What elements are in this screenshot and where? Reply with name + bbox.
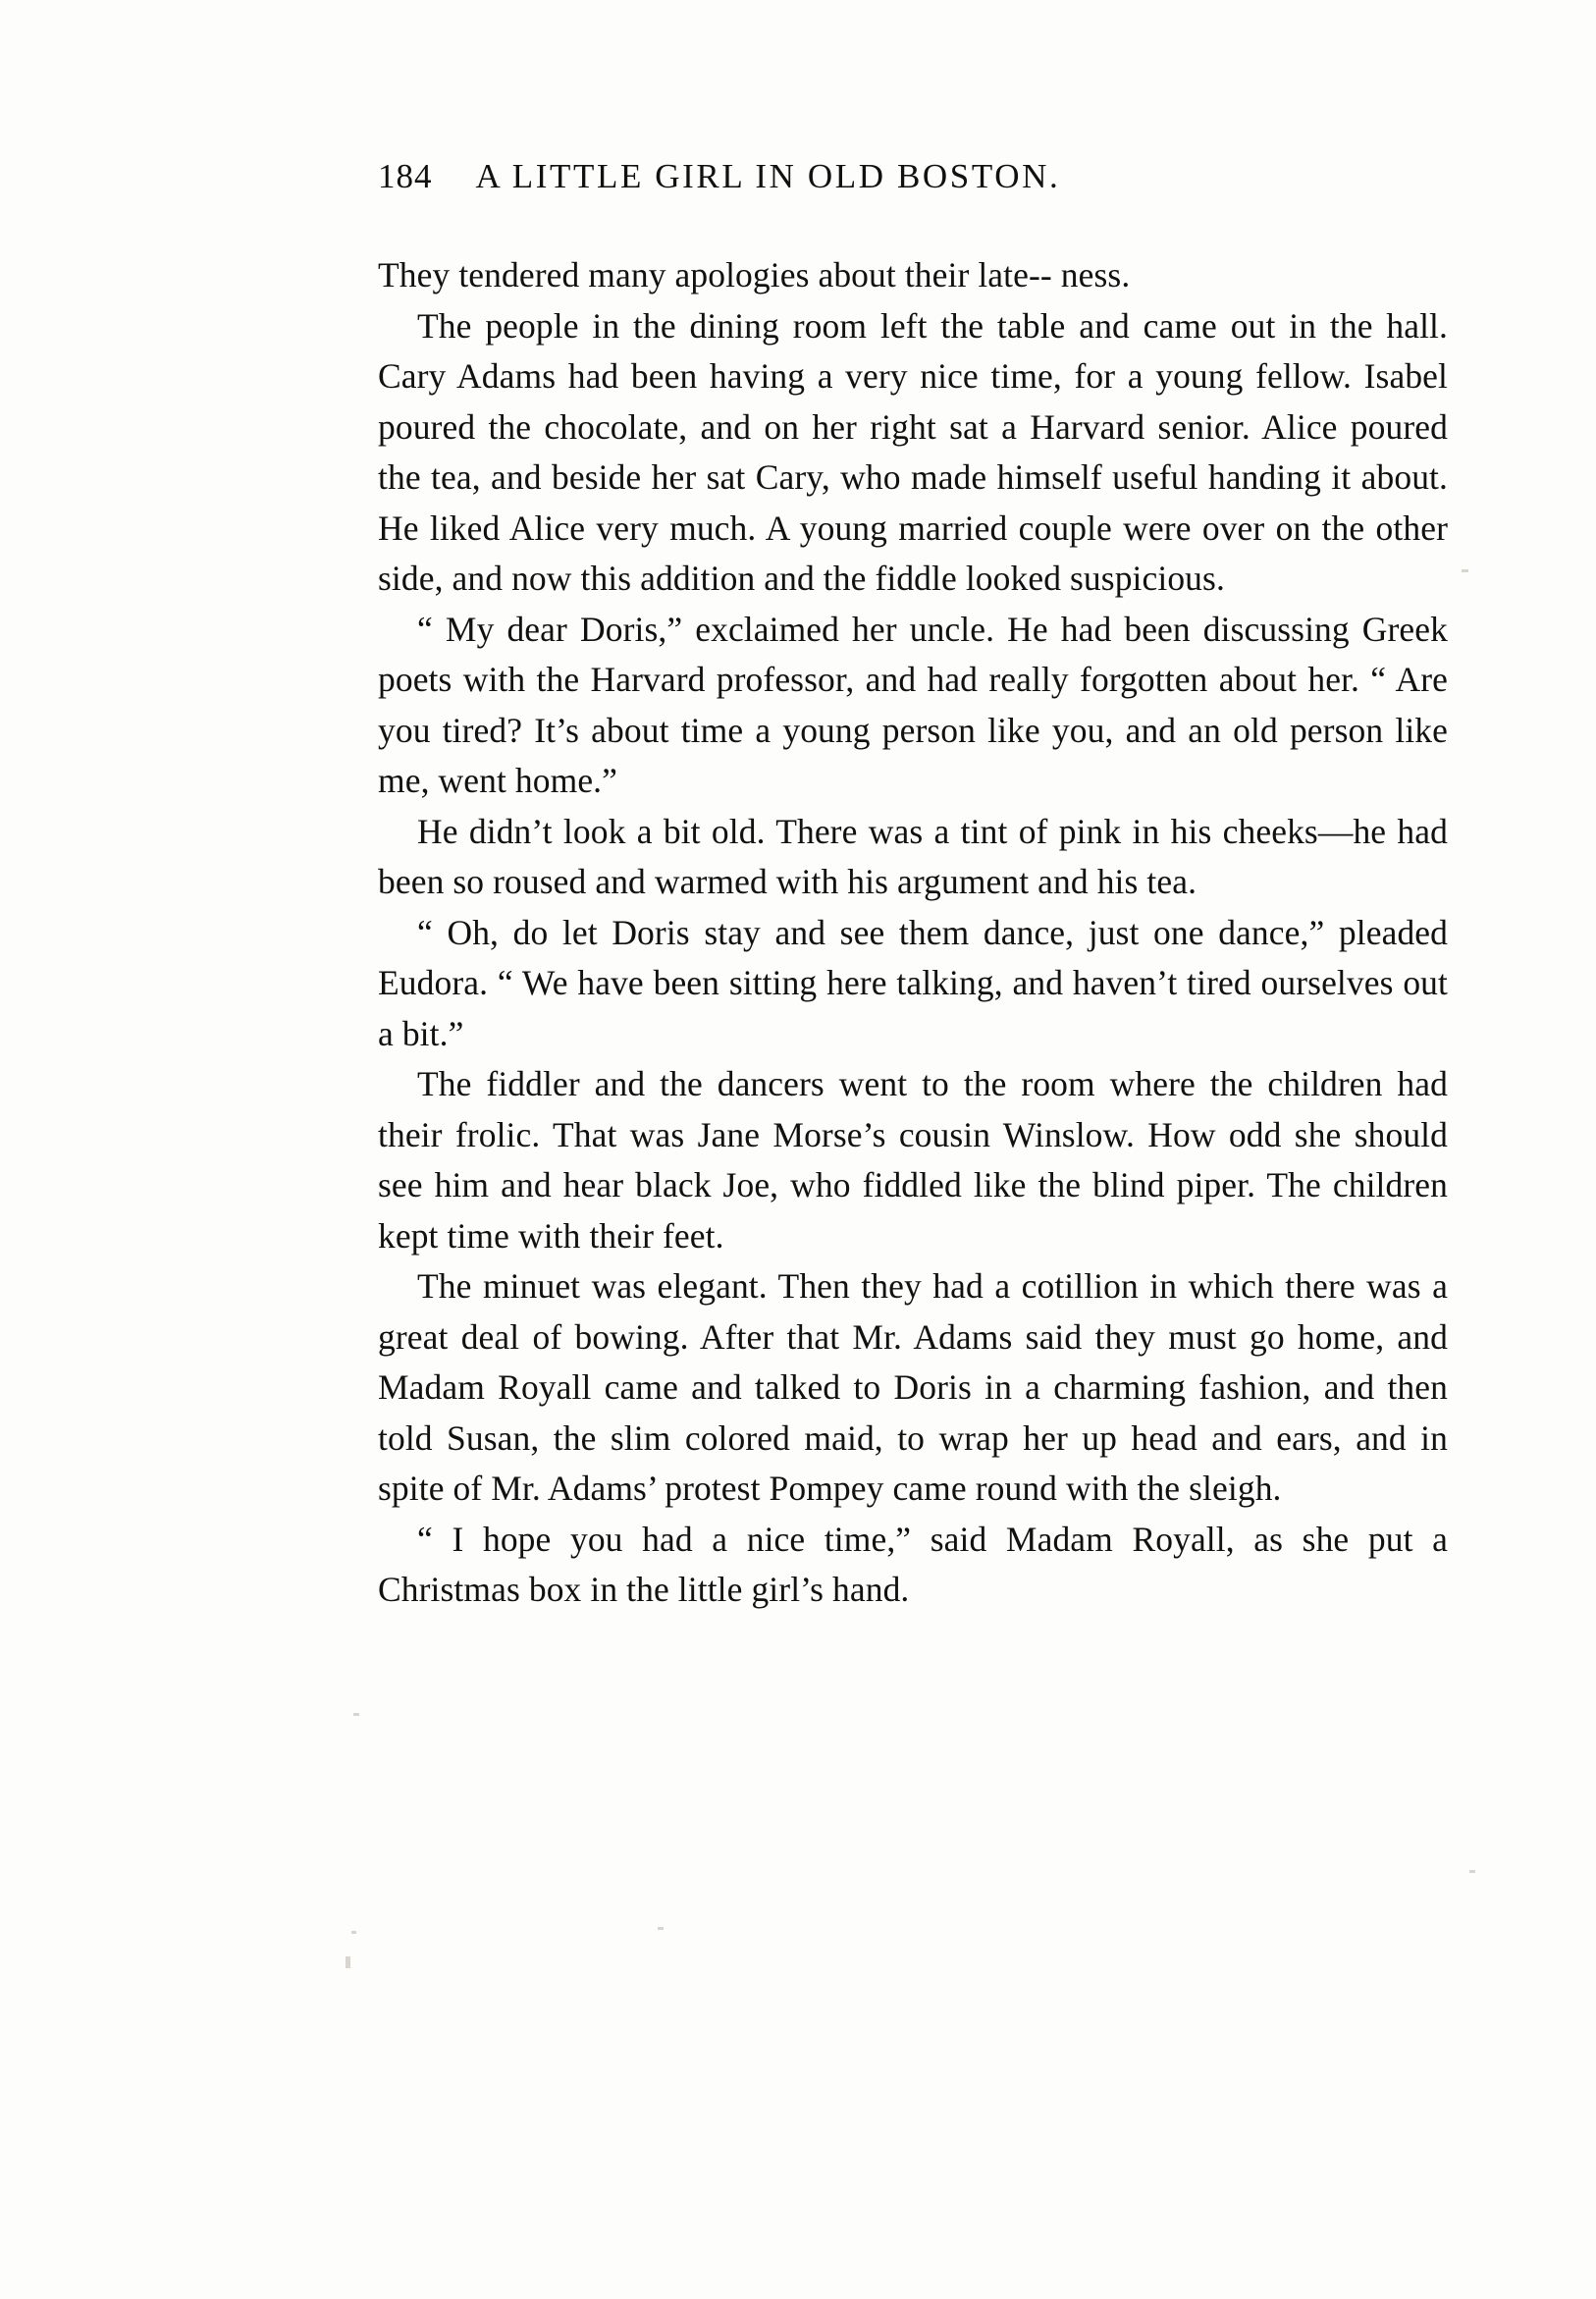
running-title: A LITTLE GIRL IN OLD BOSTON. — [475, 157, 1061, 195]
paragraph: “ I hope you had a nice time,” said Madam Royall, as she put a Christmas box in the little girl’s hand. — [378, 1519, 1448, 1609]
paragraph: The people in the dining room left the table and came out in the hall. Cary Adams had been having a very nice time, for a young fellow. Isabel poured the chocolate, and on her right sat a Harvard senior. Alice poured the tea, and beside her sat Cary, who made himself useful handing it about. He liked Alice very much. A young married couple were over on the other side, and now this addition and the fiddle looked suspicious. — [378, 305, 1448, 598]
paragraph: He didn’t look a bit old. There was a tint of pink in his cheeks—he had been so roused and warmed with his argument and his tea. — [378, 811, 1448, 901]
print-speck — [1462, 569, 1468, 572]
print-speck — [351, 1931, 356, 1934]
paragraph: The fiddler and the dancers went to the room where the children had their frolic. That was Jane Morse’s cousin Winslow. How odd she should see him and hear black Joe, who fiddled like the blind piper. The children kept time with their feet. — [378, 1064, 1448, 1256]
print-speck — [346, 1956, 350, 1968]
paragraph: They tendered many apologies about their late-- ness. — [378, 255, 1131, 294]
paragraph: “ My dear Doris,” exclaimed her uncle. He had been discussing Greek poets with the Harvard professor, and had really forgotten about her. “ Are you tired? It’s about time a young person like you, and an old person like me, went home.” — [378, 609, 1448, 800]
print-speck — [658, 1927, 664, 1930]
print-speck — [1469, 1870, 1475, 1873]
page-number: 184 — [378, 157, 433, 195]
print-speck — [353, 1713, 359, 1716]
running-head — [378, 157, 1448, 196]
paragraph: “ Oh, do let Doris stay and see them dance, just one dance,” pleaded Eudora. “ We have been sitting here talking, and haven’t tired ourselves out a bit.” — [378, 912, 1448, 1053]
page-content — [378, 157, 1448, 1616]
paragraph: The minuet was elegant. Then they had a cotillion in which there was a great deal of bowing. After that Mr. Adams said they must go home, and Madam Royall came and talked to Doris in a charming fashion, and then told Susan, the slim colored maid, to wrap her up head and ears, and in spite of Mr. Adams’ protest Pompey came round with the sleigh. — [378, 1266, 1448, 1508]
